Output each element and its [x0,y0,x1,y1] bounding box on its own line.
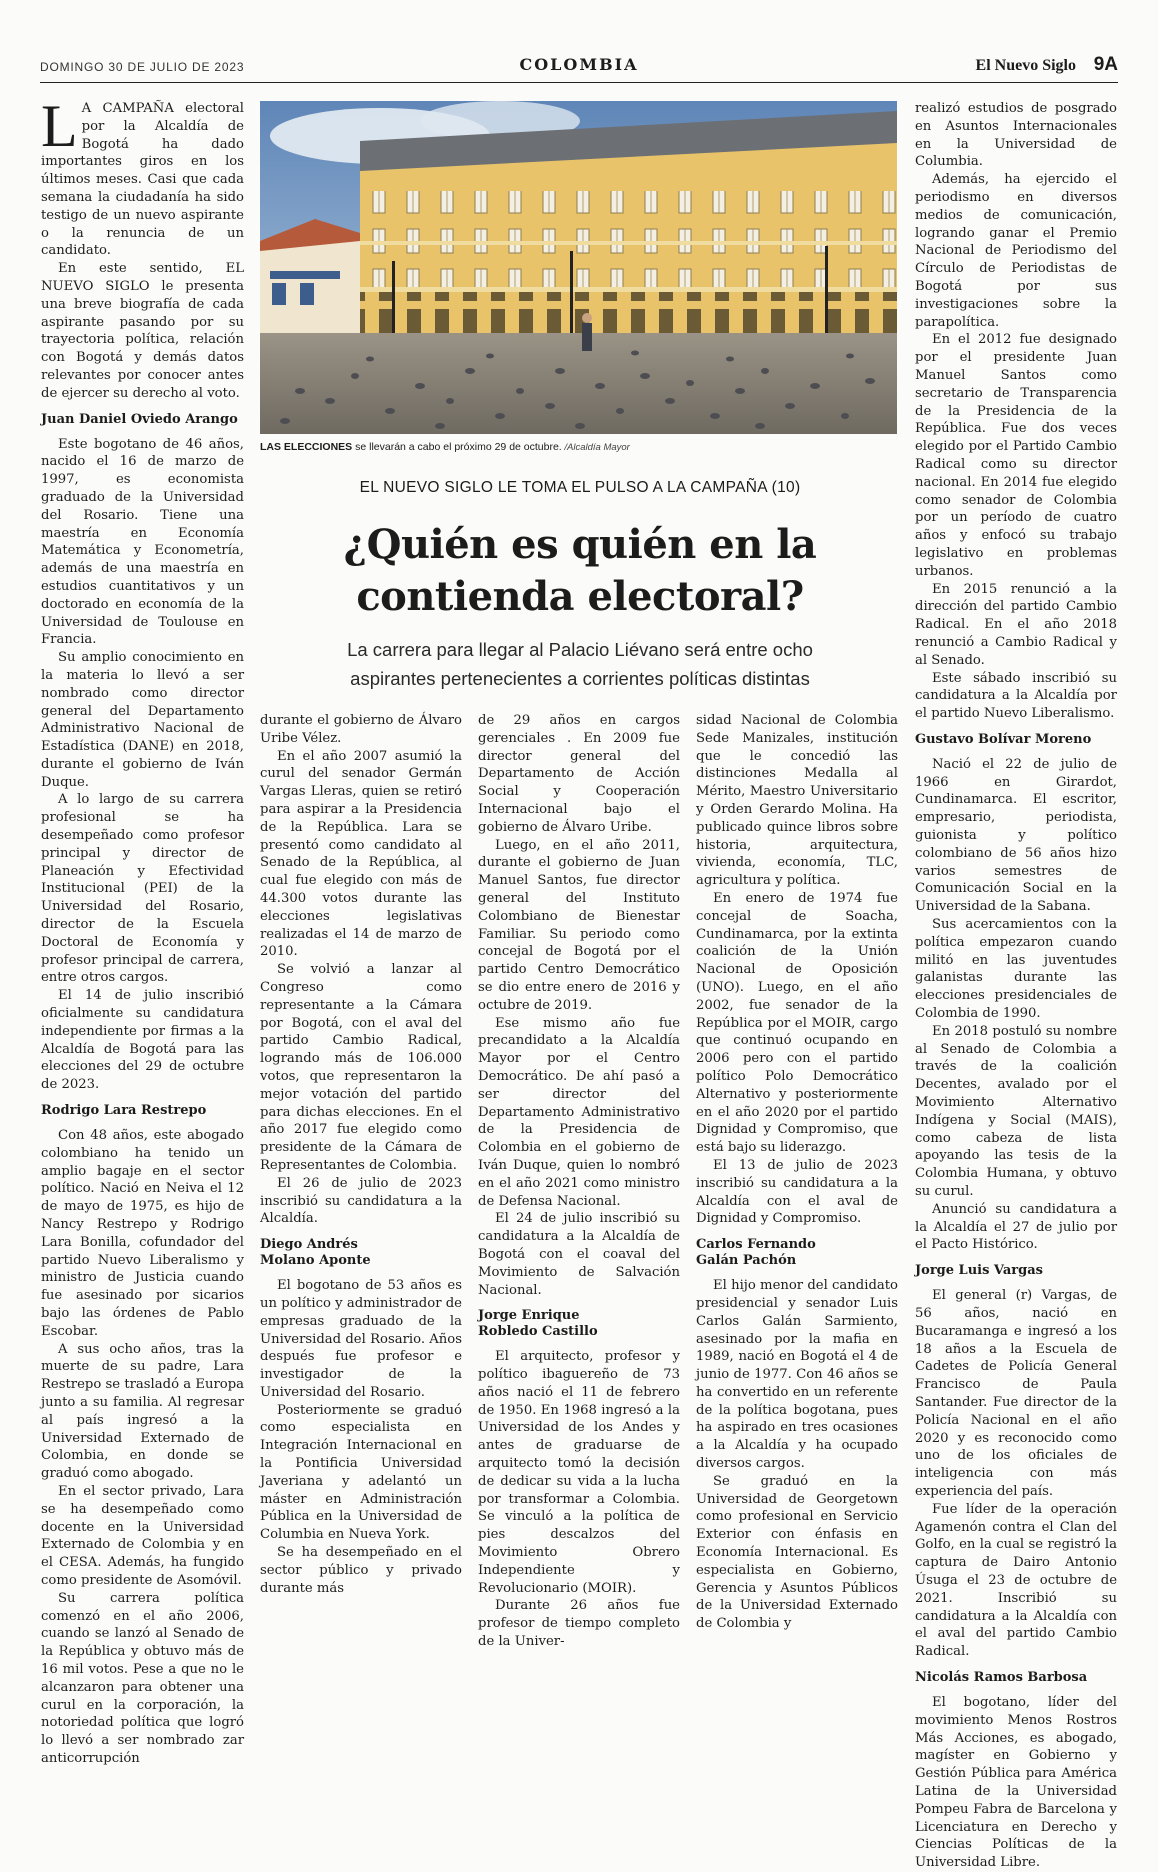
paragraph: Este sábado inscribió su candidatura a la Alcaldía por el partido Nuevo Liberalismo. [915,670,1117,722]
candidate-name: Gustavo Bolívar Moreno [915,731,1092,747]
headline-line: contienda electoral? [356,573,804,620]
drop-cap: L [41,93,78,159]
candidate-name: Jorge Luis Vargas [915,1263,1043,1279]
photo-credit: /Alcaldía Mayor [561,442,630,453]
photo-caption [260,440,900,455]
article-column-2 [260,712,462,1597]
paragraph: En el 2012 fue designado por el presidente Juan Manuel Santos como secretario de Transparencia de la Presidencia de la República. Fue dos veces elegido por el Partido Cambio Radical como su director nacional. En 2014 fue elegido como senador de Colombia por un período de cuatro años y enfocó su trabajo legislativo en problemas urbanos. [915,332,1117,579]
paragraph: realizó estudios de posgrado en Asuntos Internacionales en la Universidad de Columbia. [915,101,1117,170]
paragraph: Su carrera política comenzó en el año 2006, cuando se lanzó al Senado de la República y obtuvo más de 16 mil votos. Pese a que no le alcanzaron para obtener una curul en la corporación, la notoriedad política que logró lo llevó a ser nombrado zar anticorrupción [41,1590,244,1766]
paragraph: Con 48 años, este abogado colombiano ha tenido un amplio bagaje en el sector político. Nació en Neiva el 12 de mayo de 1975, es hijo de Nancy Restrepo y Rodrigo Lara Bonilla, cofundador del partido Nuevo Liberalismo y ministro de Justicia cuando fue asesinado por sicarios bajo las órdenes de Pablo Escobar. [41,1128,244,1339]
candidate-name: Juan Daniel Oviedo Arango [41,411,238,427]
caption-text: se llevarán a cabo el próximo 29 de octubre. [352,441,562,453]
paragraph: durante el gobierno de Álvaro Uribe Vélez. [260,713,462,746]
paragraph: Nació el 22 de julio de 1966 en Girardot, Cundinamarca. El escritor, empresario, periodista, guionista y político colombiano de 56 años hizo varios semestres de Comunicación Social en la Universidad de la Sabana. [915,756,1117,915]
subhead-line: aspirantes pertenecientes a corrientes políticas distintas [350,668,810,689]
page-number: 9A [1093,54,1118,75]
newspaper-name: El Nuevo Siglo [975,57,1076,74]
paragraph: Su amplio conocimiento en la materia lo llevó a ser nombrado como director general del Departamento Administrativo Nacional de Estadística (DANE) en 2018, durante el gobierno de Iván Duque. [41,650,244,790]
paragraph: Este bogotano de 46 años, nacido el 16 de marzo de 1997, es economista graduado de la Universidad del Rosario. Tiene una maestría en Economía Matemática y Econometría, además de una maestría en estudios cuantitativos y un doctorado en economía de la Universidad de Toulouse en Francia. [41,436,244,648]
issue-date: DOMINGO 30 DE JULIO DE 2023 [40,60,245,74]
page-header [40,56,1118,83]
paragraph: Además, ha ejercido el periodismo en diversos medios de comunicación, logrando ganar el Premio Nacional de Periodismo del Círculo de Periodistas de Bogotá por sus investigaciones sobre la parapolítica. [915,172,1117,330]
palacio-lievano-photo [260,101,897,434]
paragraph: Anunció su candidatura a la Alcaldía el 27 de julio por el Pacto Histórico. [915,1201,1117,1253]
section-title: COLOMBIA [519,55,639,74]
paragraph: Ese mismo año fue precandidato a la Alcaldía Mayor por el Centro Democrático. De ahí pasó a ser director del Departamento Administrativo de la Presidencia de Colombia en el gobierno de Iván Duque, quien lo nombró en el año 2021 como ministro de Defensa Nacional. [478,1015,680,1209]
article-subhead [260,635,900,693]
paragraph: El 13 de julio de 2023 inscribió su candidatura a la Alcaldía con el aval de Dignidad y Compromiso. [696,1157,898,1227]
paragraph: El arquitecto, profesor y político ibaguereño de 73 años nació el 11 de febrero de 1950. En 1968 ingresó a la Universidad de los Andes y antes de graduarse de arquitecto tomó la decisión de dedicar su vida a la lucha por transformar a Colombia. Se vinculó a la política de pies descalzos del Movimiento Obrero Independiente y Revolucionario (MOIR). [478,1349,680,1596]
paragraph: En 2015 renunció a la dirección del partido Cambio Radical. En el año 2018 renunció a Cambio Radical y al Senado. [915,581,1117,668]
paragraph: En 2018 postuló su nombre al Senado de Colombia a través de la coalición Decentes, avalado por el Movimiento Alternativo Indígena y Social (MAIS), como cabeza de lista apoyando las tesis de la Colombia Humana, y obtuvo su curul. [915,1023,1117,1200]
paragraph: El 24 de julio inscribió su candidatura a la Alcaldía de Bogotá con el coaval del Movimiento de Salvación Nacional. [478,1211,680,1298]
intro-paragraph: L A CAMPAÑA electoral por la Alcaldía de Bogotá ha dado importantes giros en los últimos meses. Casi que cada semana la ciudadanía ha sido testigo de un nuevo aspirante o la renuncia de un candidato. [41,93,244,259]
candidate-name: Carlos Fernando Galán Pachón [696,1237,816,1269]
paragraph: El 14 de julio inscribió oficialmente su candidatura independiente por firmas a la Alcaldía de Bogotá para las elecciones del 29 de octubre de 2023. [41,988,244,1093]
caption-lead: LAS ELECCIONES [260,441,353,453]
paragraph: Se ha desempeñado en el sector público y privado durante más [260,1545,462,1596]
paragraph: El bogotano de 53 años es un político y administrador de empresas graduado de la Universidad del Rosario. Años después fue profesor e investigador de la Universidad del Rosario. [260,1278,462,1400]
candidate-name: Rodrigo Lara Restrepo [41,1103,207,1119]
paragraph: Durante 26 años fue profesor de tiempo completo de la Univer- [478,1598,680,1650]
article-column-5 [915,100,1117,1872]
paragraph: En el año 2007 asumió la curul del senador Germán Vargas Lleras, quien se retiró para aspirar a la Presidencia de la República. Lara se presentó como candidato al Senado de la República, al cual fue elegido con más de 44.300 votos durante las elecciones legislativas realizadas el 14 de marzo de 2010. [260,748,462,960]
article-photo [260,101,897,434]
subhead-line: La carrera para llegar al Palacio Liévano será entre ocho [347,639,813,660]
paragraph: Sus acercamientos con la política empezaron cuando militó en las juventudes galanistas durante las elecciones presidenciales de Colombia de 1990. [915,917,1117,1022]
paragraph: Fue líder de la operación Agamenón contra el Clan del Golfo, en la cual se registró la captura de Dairo Antonio Úsuga el 23 de octubre de 2021. Inscribió su candidatura a la Alcaldía con el aval del partido Cambio Radical. [915,1501,1117,1660]
paragraph: de 29 años en cargos gerenciales . En 2009 fue director general del Departamento de Acción Social y Cooperación Internacional bajo el gobierno de Álvaro Uribe. [478,713,680,835]
paragraph: A lo largo de su carrera profesional se ha desempeñado como profesor principal y director de Planeación y Efectividad Institucional (PEI) de la Universidad del Rosario, director de la Escuela Doctoral de Economía y profesor principal de carrera, entre otros cargos. [41,792,244,986]
article-column-3 [478,712,680,1651]
candidate-name: Diego Andrés Molano Aponte [260,1237,371,1269]
paragraph: En enero de 1974 fue concejal de Soacha, Cundinamarca, por la extinta coalición de la Unión Nacional de Oposición (UNO). Luego, en el año 2002, fue senador de la República por el MOIR, cargo que continuó ocupando en 2006 pero con el partido político Polo Democrático Alternativo y posteriormente en el año 2020 por el partido Dignidad y Compromiso, que está bajo su liderazgo. [696,890,898,1156]
paragraph: Se volvió a lanzar al Congreso como representante a la Cámara por Bogotá, con el aval del partido Cambio Radical, logrando más de 106.000 votos, que representaron la mejor votación del partido para dichas elecciones. En el año 2017 fue elegido como presidente de la Cámara de Representantes de Colombia. [260,962,462,1173]
paragraph: En este sentido, EL NUEVO SIGLO le presenta una breve biografía de cada aspirante pasando por su trayectoria política, relación con Bogotá y demás datos relevantes por conocer antes de ejercer su derecho al voto. [41,261,244,401]
paragraph: El general (r) Vargas, de 56 años, nació en Bucaramanga e ingresó a los 18 años a la Escuela de Cadetes de Policía General Francisco de Paula Santander. Fue director de la Policía Nacional en el año 2020 y es reconocido como uno de los oficiales de inteligencia con más experiencia del país. [915,1288,1117,1499]
paragraph: Luego, en el año 2011, durante el gobierno de Juan Manuel Santos, fue director general del Instituto Colombiano de Bienestar Familiar. Su periodo como concejal de Bogotá por el partido Centro Democrático se dio entre enero de 2016 y octubre de 2019. [478,837,680,1013]
paragraph: A sus ocho años, tras la muerte de su padre, Lara Restrepo se trasladó a Europa junto a su familia. Al regresar al país ingresó a la Universidad Externado de Colombia, en donde se graduó como abogado. [41,1341,244,1482]
article-headline [260,519,900,623]
paragraph: El bogotano, líder del movimiento Menos Rostros Más Acciones, es abogado, magíster en Gobierno y Gestión Pública para América Latina de la Universidad Pompeu Fabra de Barcelona y Licenciatura en Derecho y Ciencias Políticas de la Universidad Libre. [915,1694,1117,1871]
article-column-1 [41,93,244,1768]
candidate-name: Nicolás Ramos Barbosa [915,1669,1088,1685]
paragraph: Se graduó en la Universidad de Georgetown como profesional en Servicio Exterior con énfasis en Economía Internacional. Es especialista en Gobierno, Gerencia y Asuntos Públicos de la Universidad Externado de Colombia y [696,1473,898,1632]
article-column-4 [696,712,898,1633]
headline-line: ¿Quién es quién en la [343,521,817,568]
paragraph: Posteriormente se graduó como especialista en Integración Internacional en la Pontificia Universidad Javeriana y adelantó un máster en Administración Pública en la Universidad de Columbia en Nueva York. [260,1402,462,1543]
candidate-name: Jorge Enrique Robledo Castillo [478,1308,598,1340]
article-kicker: EL NUEVO SIGLO LE TOMA EL PULSO A LA CAMPAÑA (10) [359,479,801,496]
paragraph: El 26 de julio de 2023 inscribió su candidatura a la Alcaldía. [260,1175,462,1227]
paragraph: En el sector privado, Lara se ha desempeñado como docente en la Universidad Externado de Colombia y en el CESA. Además, ha fungido como presidente de Asomóvil. [41,1483,244,1588]
paragraph: El hijo menor del candidato presidencial y senador Luis Carlos Galán Sarmiento, asesinado por la mafia en 1989, nació en Bogotá el 4 de junio de 1977. Con 46 años se ha convertido en un referente de la política bogotana, pues ha aspirado en tres ocasiones a la Alcaldía y ha ocupado diversos cargos. [696,1278,898,1472]
paragraph: sidad Nacional de Colombia Sede Manizales, institución que le concedió las distinciones Medalla al Mérito, Maestro Universitario y Orden Gerardo Molina. Ha publicado quince libros sobre historia, arquitectura, vivienda, economía, TLC, agricultura y política. [696,713,898,889]
